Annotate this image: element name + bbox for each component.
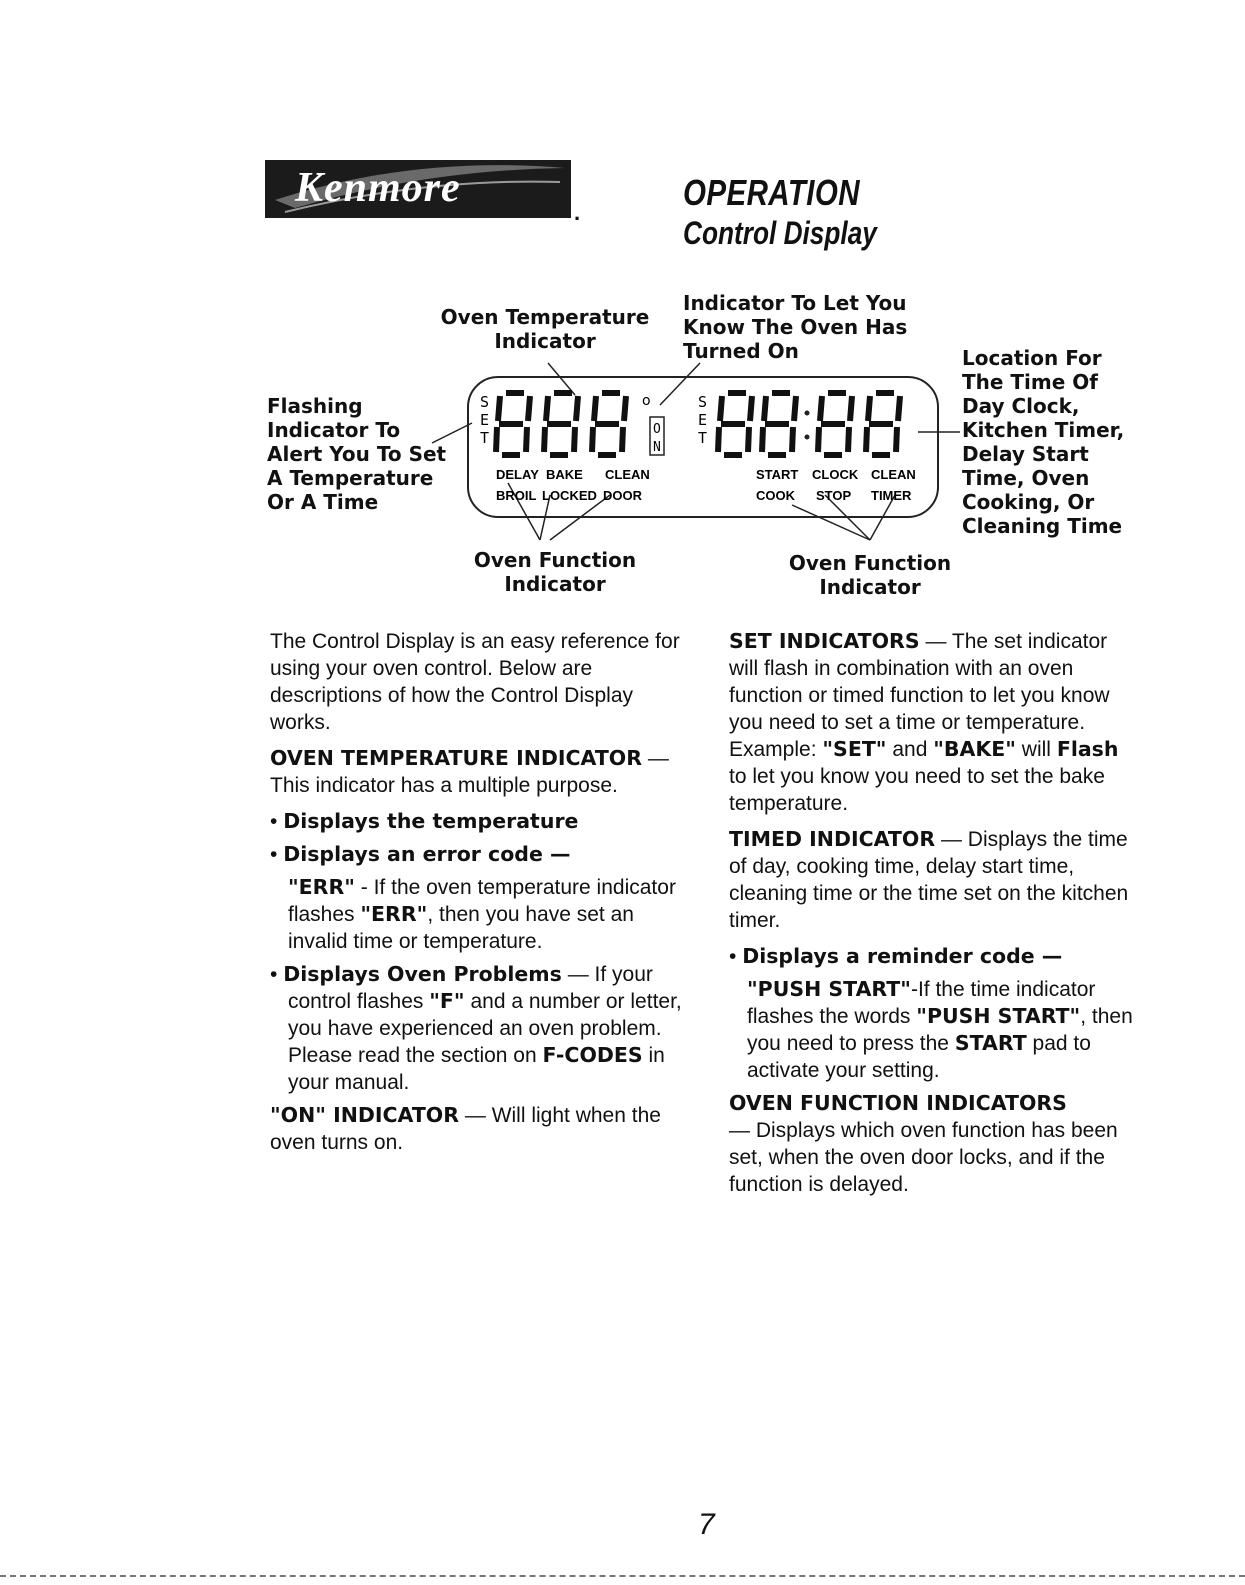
label-flashing-indicator: Flashing Indicator To Alert You To Set A Temperature Or A Time: [267, 394, 447, 514]
digit-segment: [528, 396, 530, 421]
digit-segment: [544, 427, 545, 452]
bottom-rule: [0, 1575, 1245, 1577]
leader-on: [660, 363, 700, 405]
word-clean-left: CLEAN: [605, 467, 650, 482]
set-left-s: S: [480, 393, 490, 411]
label-oven-function-right: Oven Function Indicator: [788, 551, 952, 599]
logo-text: Kenmore: [295, 165, 461, 211]
set-left-t: T: [480, 429, 490, 447]
digit-segment: [792, 427, 793, 452]
left-column: [270, 628, 690, 1165]
digit-segment: [498, 396, 500, 421]
time-digits: [718, 393, 900, 455]
bullet-oven-problems: • Displays Oven Problems — If your control flashes "F" and a number or letter, you have experienced an oven problem. Please read the section on F-CODES in your manual.: [270, 962, 682, 1094]
on-letter-o: O: [653, 422, 661, 437]
digit-segment: [764, 396, 766, 421]
bullet-displays-temperature: • Displays the temperature: [270, 809, 579, 833]
leader-flashing: [432, 423, 472, 443]
digit-segment: [898, 396, 900, 421]
digit-segment: [624, 396, 626, 421]
digit-segment: [820, 396, 822, 421]
digit-segment: [896, 427, 897, 452]
digit-segment: [526, 427, 527, 452]
right-column: [729, 628, 1139, 1207]
set-right-e: E: [698, 411, 708, 429]
word-start: START: [756, 467, 799, 482]
word-clock: CLOCK: [812, 467, 859, 482]
page-number: 7: [698, 1508, 715, 1541]
oven-function-paragraph: OVEN FUNCTION INDICATORS — Displays which oven function has been set, when the oven door locks, and if the function is delayed.: [729, 1091, 1118, 1196]
word-door: DOOR: [603, 488, 642, 503]
set-left-e: E: [480, 411, 490, 429]
set-right-s: S: [698, 393, 708, 411]
digit-segment: [594, 396, 596, 421]
kenmore-logo: [265, 160, 571, 218]
temperature-digits: [496, 393, 626, 455]
digit-segment: [622, 427, 623, 452]
control-display-diagram: [400, 355, 960, 545]
intro-paragraph: The Control Display is an easy reference for using your oven control. Below are descriptions of how the Control Display works.: [270, 630, 680, 734]
word-bake: BAKE: [546, 467, 583, 482]
error-code-description: "ERR" - If the oven temperature indicator flashes "ERR", then you have set an invalid time or temperature.: [288, 875, 676, 953]
digit-segment: [574, 427, 575, 452]
digit-segment: [750, 396, 752, 421]
logo-dot: .: [574, 200, 581, 225]
digit-segment: [546, 396, 548, 421]
digit-segment: [818, 427, 819, 452]
colon-dot-bottom: [805, 435, 810, 440]
page-subtitle: Control Display: [683, 215, 877, 251]
word-broil: BROIL: [496, 488, 537, 503]
digit-segment: [850, 396, 852, 421]
digit-segment: [496, 427, 497, 452]
timed-indicator-paragraph: TIMED INDICATOR — Displays the time of day, cooking time, delay start time, cleaning time or the time set on the kitchen timer.: [729, 827, 1129, 932]
label-time-location: Location For The Time Of Day Clock, Kitchen Timer, Delay Start Time, Oven Cooking, Or Cleaning Time: [962, 346, 1125, 538]
digit-segment: [718, 427, 719, 452]
digit-segment: [576, 396, 578, 421]
degree-symbol: o: [642, 393, 651, 409]
set-right-t: T: [698, 429, 708, 447]
word-delay: DELAY: [496, 467, 539, 482]
digit-segment: [866, 427, 867, 452]
page-title: OPERATION: [683, 172, 860, 213]
bullet-reminder-code: • Displays a reminder code —: [729, 944, 1063, 968]
word-stop: STOP: [816, 488, 852, 503]
digit-segment: [592, 427, 593, 452]
label-oven-function-left: Oven Function Indicator: [473, 548, 637, 596]
set-indicators-paragraph: SET INDICATORS — The set indicator will flash in combination with an oven function or timed function to let you know you need to set a time or temperature. Example: "SET" and "BAKE" will Flash to let you know you need to set the bake temperature.: [729, 629, 1119, 815]
label-on-indicator: Indicator To Let You Know The Oven Has Turned On: [683, 291, 908, 363]
word-timer: TIMER: [871, 488, 912, 503]
temp-indicator-paragraph: OVEN TEMPERATURE INDICATOR — This indicator has a multiple purpose.: [270, 746, 669, 797]
leader-func-right-1: [792, 505, 870, 540]
reminder-code-description: "PUSH START"-If the time indicator flashes the words "PUSH START", then you need to press the START pad to activate your setting.: [747, 977, 1133, 1082]
word-locked: LOCKED: [542, 488, 597, 503]
label-oven-temperature-indicator: Oven Temperature Indicator: [440, 305, 650, 353]
colon-dot-top: [805, 411, 810, 416]
digit-segment: [720, 396, 722, 421]
digit-segment: [848, 427, 849, 452]
digit-segment: [762, 427, 763, 452]
word-cook: COOK: [756, 488, 795, 503]
word-clean-right: CLEAN: [871, 467, 916, 482]
digit-segment: [748, 427, 749, 452]
digit-segment: [794, 396, 796, 421]
bullet-error-code: • Displays an error code —: [270, 842, 571, 866]
digit-segment: [868, 396, 870, 421]
on-letter-n: N: [653, 440, 661, 455]
on-indicator-paragraph: "ON" INDICATOR — Will light when the oven turns on.: [270, 1103, 661, 1154]
